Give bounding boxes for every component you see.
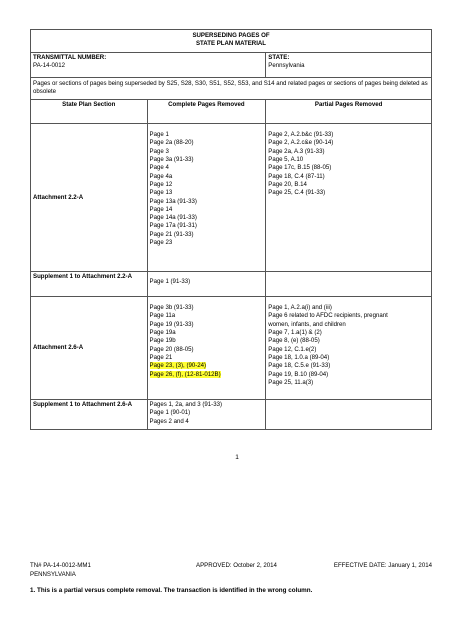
description-cell: Pages or sections of pages being superseded by S25, S28, S30, S51, S52, S53, and S14 and related pages or sections of pages being deleted as obsolete: [31, 77, 432, 100]
list-item: Page 18, C.5.e (91-33): [268, 362, 331, 370]
document-title: [31, 30, 432, 53]
list-item: Page 20 (88-05): [149, 345, 194, 353]
list-item: Page 1 (91-33): [149, 278, 191, 286]
transmittal-value: PA-14-0012: [33, 61, 66, 69]
list-item: Page 13a (91-33): [149, 197, 197, 205]
footer: [30, 562, 432, 579]
list-item: Page 18, 1.0.a (89-04): [268, 353, 330, 361]
list-item: Pages 1, 2a, and 3 (91-33): [149, 401, 223, 409]
table-row: [31, 272, 432, 297]
footer-approved: APPROVED: October 2, 2014: [196, 562, 277, 569]
footer-tn: TN# PA-14-0012-MM1: [30, 562, 91, 569]
list-item: Page 19a: [149, 329, 176, 337]
list-item: Page 14a (91-33): [149, 214, 197, 222]
list-item: Page 2, A.2.c&e (90-14): [268, 139, 334, 147]
column-header-row: [31, 100, 432, 124]
list-item: Page 1, A.2.a(i) and (iii): [268, 304, 332, 312]
list-item: Page 1: [149, 131, 169, 139]
list-item: Page 2a, A.3 (91-33): [268, 147, 325, 155]
list-item: Page 8, (e) (88-05): [268, 337, 320, 345]
list-item: Page 3b (91-33): [149, 304, 194, 312]
header-section: State Plan Section: [31, 100, 148, 124]
complete-pages-list: [147, 272, 266, 297]
list-item: Page 6 related to AFDC recipients, pregnant: [268, 312, 388, 320]
list-item: Page 19b: [149, 337, 176, 345]
list-item: Page 19 (91-33): [149, 320, 194, 328]
page-number: 1: [235, 454, 239, 461]
list-item: Page 23: [149, 239, 173, 247]
highlighted-list-item: Page 23, (3), (90-24): [149, 362, 207, 370]
list-item: Page 3: [149, 147, 169, 155]
list-item: women, infants, and children: [268, 320, 346, 328]
section-name: Supplement 1 to Attachment 2.2-A: [31, 272, 148, 297]
list-item: Page 2, A.2.b&c (91-33): [268, 131, 334, 139]
section-name: Attachment 2.6-A: [31, 297, 148, 400]
list-item: Page 4a: [149, 172, 173, 180]
list-item: Page 2a (88-20): [149, 139, 194, 147]
list-item: Page 11a: [149, 312, 176, 320]
state-cell: [266, 52, 432, 77]
table-row: [31, 400, 432, 430]
list-item: Page 5, A.10: [268, 156, 304, 164]
list-item: Page 20, B.14: [268, 180, 307, 188]
complete-pages-list: [147, 400, 266, 430]
list-item: Page 12: [149, 180, 173, 188]
list-item: Page 13: [149, 189, 173, 197]
transmittal-cell: [31, 52, 266, 77]
superseding-pages-table: [30, 29, 432, 430]
title-line-1: SUPERSEDING PAGES OF: [192, 32, 270, 39]
list-item: Page 4: [149, 164, 169, 172]
partial-pages-list: [266, 124, 432, 272]
list-item: Page 19, B.10 (89-04): [268, 370, 329, 378]
list-item: Page 21: [149, 353, 173, 361]
state-label: STATE:: [268, 53, 290, 61]
footer-effective-date: EFFECTIVE DATE: January 1, 2014: [333, 562, 432, 569]
list-item: Pages 2 and 4: [149, 417, 189, 425]
state-value: Pennsylvania: [268, 61, 305, 69]
list-item: Page 17a (91-31): [149, 222, 197, 230]
footnote: 1. This is a partial versus complete removal. The transaction is identified in the wrong column.: [30, 587, 313, 594]
table-row: [31, 124, 432, 272]
list-item: Page 12, C.1.e(2): [268, 345, 317, 353]
partial-pages-list: [266, 297, 432, 400]
partial-pages-list: [266, 400, 432, 430]
section-name: Supplement 1 to Attachment 2.6-A: [31, 400, 148, 430]
list-item: Page 14: [149, 205, 173, 213]
footer-state-name: PENNSYLVANIA: [30, 570, 76, 578]
header-complete: Complete Pages Removed: [147, 100, 266, 124]
list-item: Page 3a (91-33): [149, 156, 194, 164]
highlighted-list-item: Page 26, (f), (12-81-012B): [149, 370, 221, 378]
table-row: [31, 297, 432, 400]
list-item: Page 18, C.4 (87-11): [268, 172, 325, 180]
complete-pages-list: [147, 124, 266, 272]
list-item: Page 21 (91-33): [149, 230, 194, 238]
list-item: Page 25, 11.a(3): [268, 378, 314, 386]
partial-pages-list: [266, 272, 432, 297]
section-name: Attachment 2.2-A: [31, 124, 148, 272]
list-item: Page 17c, B.15 (88-05): [268, 164, 332, 172]
complete-pages-list: [147, 297, 266, 400]
transmittal-label: TRANSMITTAL NUMBER:: [33, 53, 107, 61]
list-item: Page 7, 1.a(1) & (2): [268, 329, 322, 337]
header-partial: Partial Pages Removed: [266, 100, 432, 124]
list-item: Page 25, C.4 (91-33): [268, 189, 326, 197]
list-item: Page 1 (90-01): [149, 409, 191, 417]
title-line-2: STATE PLAN MATERIAL: [195, 40, 267, 48]
